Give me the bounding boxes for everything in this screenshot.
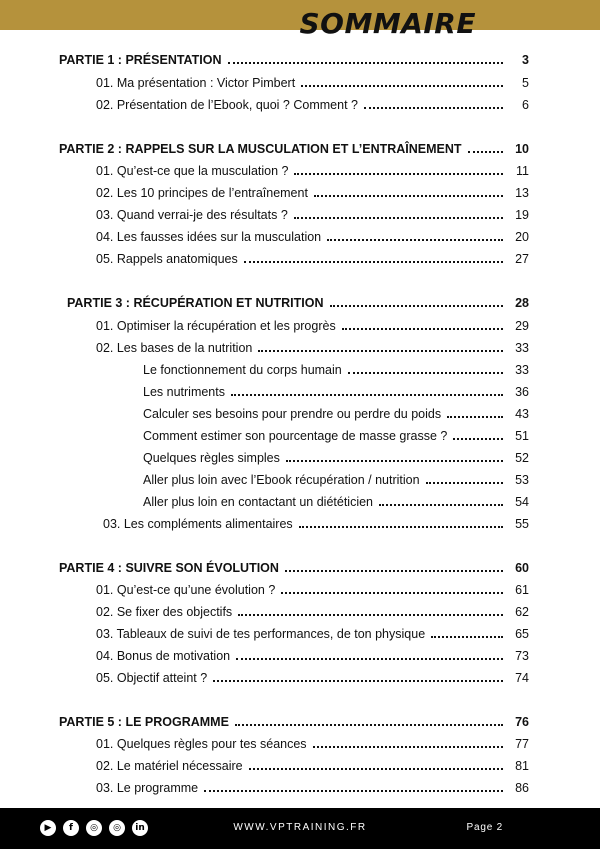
toc-page-number: 54 xyxy=(515,495,529,509)
toc-page-number: 10 xyxy=(515,142,529,156)
dot-leader xyxy=(249,768,503,770)
toc-item-row[interactable] xyxy=(96,670,529,686)
toc-page-number: 6 xyxy=(522,98,529,112)
toc-item-row[interactable] xyxy=(96,185,529,201)
toc-label: 02. Le matériel nécessaire xyxy=(96,759,243,773)
toc-page-number: 65 xyxy=(515,627,529,641)
toc-label: PARTIE 5 : LE PROGRAMME xyxy=(59,715,229,729)
dot-leader xyxy=(327,239,503,241)
toc-label: Le fonctionnement du corps humain xyxy=(143,363,342,377)
dot-leader xyxy=(330,305,504,307)
toc-item-row[interactable] xyxy=(96,626,529,642)
toc-page-number: 27 xyxy=(515,252,529,266)
toc-label: Calculer ses besoins pour prendre ou perdre du poids xyxy=(143,407,442,421)
dot-leader xyxy=(426,482,503,484)
page-number: Page 2 xyxy=(466,822,503,833)
toc-label: 03. Les compléments alimentaires xyxy=(103,517,293,531)
dot-leader xyxy=(301,85,503,87)
toc-page-number: 20 xyxy=(515,230,529,244)
toc-item-row[interactable] xyxy=(96,604,529,620)
toc-page-number: 52 xyxy=(515,451,529,465)
dot-leader xyxy=(285,570,503,572)
toc-label: 04. Les fausses idées sur la musculation xyxy=(96,230,322,244)
toc-label: 02. Les bases de la nutrition xyxy=(96,341,253,355)
dot-leader xyxy=(294,217,503,219)
page-title: SOMMAIRE xyxy=(299,7,476,40)
toc-page-number: 62 xyxy=(515,605,529,619)
toc-subitem-row[interactable] xyxy=(143,494,529,510)
toc-page-number: 81 xyxy=(515,759,529,773)
toc-page-number: 5 xyxy=(522,76,529,90)
toc-part-row[interactable] xyxy=(59,141,529,157)
toc-item-row[interactable] xyxy=(96,97,529,113)
toc-page-number: 51 xyxy=(515,429,529,443)
instagram-alt-icon[interactable]: ◎ xyxy=(109,820,125,836)
toc-page-number: 53 xyxy=(515,473,529,487)
dot-leader xyxy=(313,746,503,748)
toc-part-row[interactable] xyxy=(59,52,529,68)
dot-leader xyxy=(231,394,503,396)
toc-page-number: 74 xyxy=(515,671,529,685)
dot-leader xyxy=(228,62,503,64)
toc-page-number: 61 xyxy=(515,583,529,597)
toc-label: PARTIE 2 : RAPPELS SUR LA MUSCULATION ET L’ENTRAÎNEMENT xyxy=(59,142,462,156)
toc-label: Quelques règles simples xyxy=(143,451,280,465)
toc-subitem-row[interactable] xyxy=(143,384,529,400)
toc-part-row[interactable] xyxy=(59,714,529,730)
toc-label: 05. Objectif atteint ? xyxy=(96,671,208,685)
dot-leader xyxy=(348,372,503,374)
toc-label: 05. Rappels anatomiques xyxy=(96,252,238,266)
toc-item-row[interactable] xyxy=(96,582,529,598)
dot-leader xyxy=(286,460,503,462)
toc-label: 03. Le programme xyxy=(96,781,199,795)
toc-label: 03. Tableaux de suivi de tes performances, de ton physique xyxy=(96,627,426,641)
dot-leader xyxy=(236,658,503,660)
dot-leader xyxy=(238,614,503,616)
toc-label: 03. Quand verrai-je des résultats ? xyxy=(96,208,288,222)
toc-label: PARTIE 3 : RÉCUPÉRATION ET NUTRITION xyxy=(67,296,324,310)
toc-item-row[interactable] xyxy=(96,648,529,664)
toc-subitem-row[interactable] xyxy=(143,472,529,488)
toc-label: Aller plus loin avec l’Ebook récupération / nutrition xyxy=(143,473,420,487)
youtube-icon[interactable]: ▶ xyxy=(40,820,56,836)
toc-page-number: 33 xyxy=(515,363,529,377)
dot-leader xyxy=(204,790,503,792)
dot-leader xyxy=(431,636,503,638)
toc-item-row[interactable] xyxy=(96,318,529,334)
dot-leader xyxy=(258,350,503,352)
toc-subitem-row[interactable] xyxy=(143,362,529,378)
dot-leader xyxy=(281,592,503,594)
toc-page-number: 76 xyxy=(515,715,529,729)
dot-leader xyxy=(364,107,503,109)
dot-leader xyxy=(299,526,503,528)
toc-item-row[interactable] xyxy=(103,516,529,532)
toc-label: PARTIE 4 : SUIVRE SON ÉVOLUTION xyxy=(59,561,279,575)
toc-page-number: 73 xyxy=(515,649,529,663)
toc-label: 01. Qu’est-ce qu’une évolution ? xyxy=(96,583,276,597)
toc-label: 04. Bonus de motivation xyxy=(96,649,231,663)
toc-label: 02. Les 10 principes de l’entraînement xyxy=(96,186,308,200)
toc-page-number: 29 xyxy=(515,319,529,333)
dot-leader xyxy=(235,724,503,726)
dot-leader xyxy=(314,195,503,197)
toc-subitem-row[interactable] xyxy=(143,450,529,466)
toc-page-number: 11 xyxy=(516,164,529,178)
toc-label: Comment estimer son pourcentage de masse grasse ? xyxy=(143,429,448,443)
toc-page-number: 86 xyxy=(515,781,529,795)
toc-item-row[interactable] xyxy=(96,736,529,752)
instagram-icon[interactable]: ◎ xyxy=(86,820,102,836)
toc-item-row[interactable] xyxy=(96,229,529,245)
toc-part-row[interactable] xyxy=(59,560,529,576)
dot-leader xyxy=(379,504,503,506)
dot-leader xyxy=(244,261,503,263)
toc-page-number: 13 xyxy=(515,186,529,200)
toc-page-number: 43 xyxy=(515,407,529,421)
toc-label: 01. Qu’est-ce que la musculation ? xyxy=(96,164,289,178)
toc-subitem-row[interactable] xyxy=(143,406,529,422)
dot-leader xyxy=(342,328,503,330)
toc-page-number: 36 xyxy=(515,385,529,399)
dot-leader xyxy=(294,173,503,175)
facebook-icon[interactable]: f xyxy=(63,820,79,836)
website-link[interactable]: WWW.VPTRAINING.FR xyxy=(233,822,367,833)
toc-item-row[interactable] xyxy=(96,780,529,796)
toc-label: 02. Se fixer des objectifs xyxy=(96,605,233,619)
toc-label: 01. Optimiser la récupération et les progrès xyxy=(96,319,336,333)
toc-page-number: 3 xyxy=(522,53,529,67)
toc-label: 01. Ma présentation : Victor Pimbert xyxy=(96,76,296,90)
toc-label: 02. Présentation de l’Ebook, quoi ? Comment ? xyxy=(96,98,358,112)
dot-leader xyxy=(213,680,503,682)
toc-label: Les nutriments xyxy=(143,385,225,399)
toc-label: Aller plus loin en contactant un diététicien xyxy=(143,495,374,509)
toc-label: 01. Quelques règles pour tes séances xyxy=(96,737,307,751)
toc-item-row[interactable] xyxy=(96,163,529,179)
toc-item-row[interactable] xyxy=(96,251,529,267)
toc-page-number: 55 xyxy=(515,517,529,531)
toc-page-number: 77 xyxy=(515,737,529,751)
toc-item-row[interactable] xyxy=(96,75,529,91)
toc-page-number: 60 xyxy=(515,561,529,575)
toc-item-row[interactable] xyxy=(96,340,529,356)
toc-page-number: 19 xyxy=(515,208,529,222)
toc-part-row[interactable] xyxy=(67,295,529,311)
dot-leader xyxy=(453,438,503,440)
linkedin-icon[interactable]: in xyxy=(132,820,148,836)
toc-page-number: 28 xyxy=(515,296,529,310)
toc-page-number: 33 xyxy=(515,341,529,355)
toc-item-row[interactable] xyxy=(96,207,529,223)
dot-leader xyxy=(468,151,503,153)
footer xyxy=(0,808,600,849)
dot-leader xyxy=(447,416,503,418)
toc-item-row[interactable] xyxy=(96,758,529,774)
toc-subitem-row[interactable] xyxy=(143,428,529,444)
toc-label: PARTIE 1 : PRÉSENTATION xyxy=(59,53,222,67)
